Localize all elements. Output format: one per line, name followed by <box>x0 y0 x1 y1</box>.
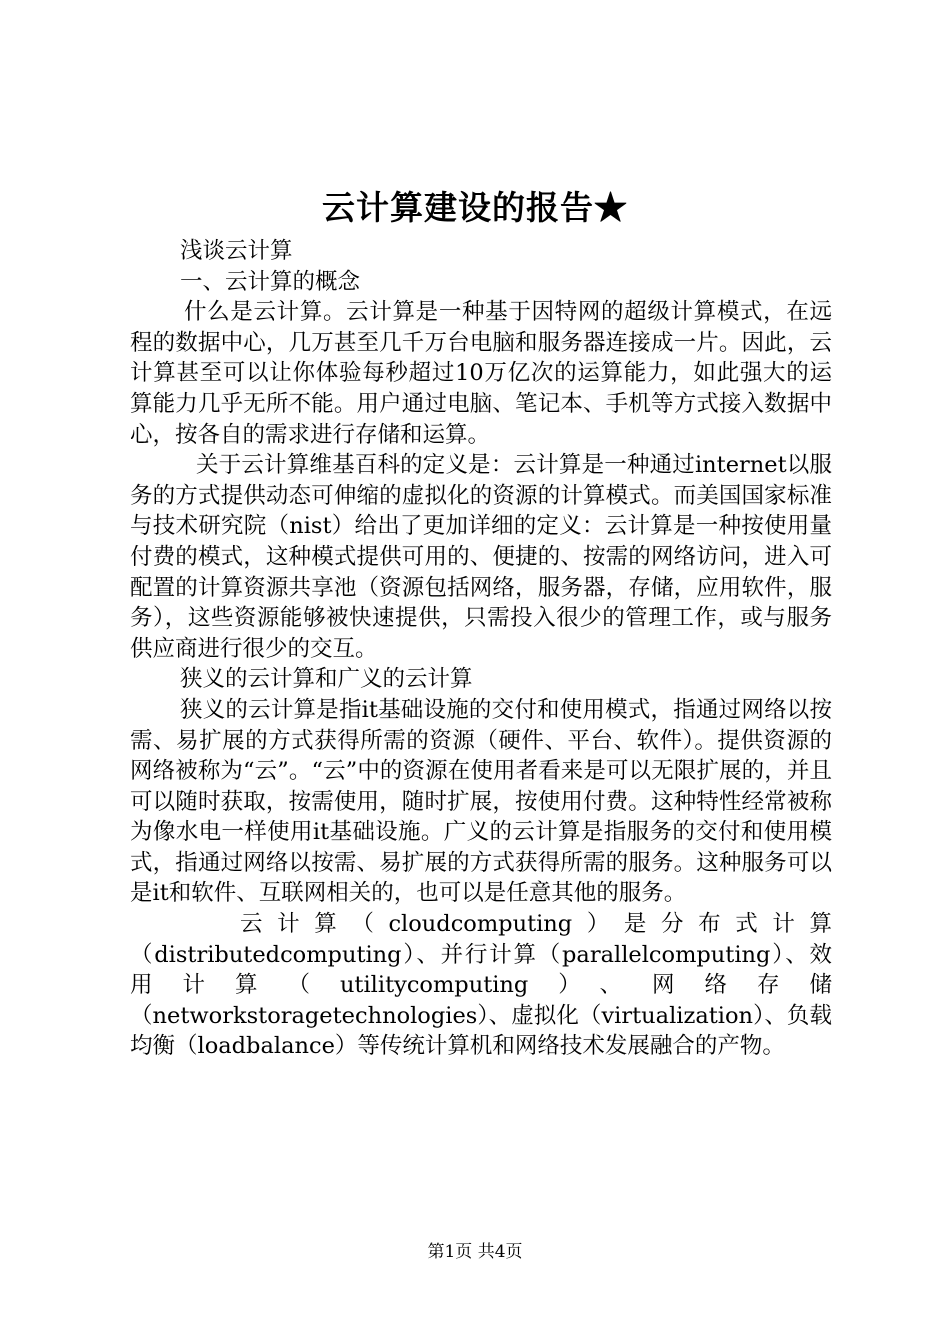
page-indicator: 第1页 共4页 <box>427 1242 523 1262</box>
section-heading: 一、云计算的概念 <box>180 268 361 295</box>
paragraph: 云计算（cloudcomputing）是分布式计算（distributedcomputing）、并行计算（parallelcomputing）、效用计算（utilitycomputing）、网络存储（networkstoragetechnologies）、虚拟化（virtualization）、负载均衡（loadbalance）等传统计算机和网络技术发展融合的产物。 <box>130 911 832 1060</box>
section-heading: 狭义的云计算和广义的云计算 <box>180 666 473 693</box>
paragraph: 关于云计算维基百科的定义是：云计算是一种通过internet以服务的方式提供动态可伸缩的虚拟化的资源的计算模式。而美国国家标准与技术研究院（nist）给出了更加详细的定义：云计算是一种按使用量付费的模式，这种模式提供可用的、便捷的、按需的网络访问，进入可配置的计算资源共享池（资源包括网络，服务器，存储，应用软件，服务），这些资源能够被快速提供，只需投入很少的管理工作，或与服务供应商进行很少的交互。 <box>130 452 832 662</box>
paragraph: 狭义的云计算是指it基础设施的交付和使用模式，指通过网络以按需、易扩展的方式获得所需的资源（硬件、平台、软件）。提供资源的网络被称为“云”。“云”中的资源在使用者看来是可以无限扩展的，并且可以随时获取，按需使用，随时扩展，按使用付费。这种特性经常被称为像水电一样使用it基础设施。广义的云计算是指服务的交付和使用模式，指通过网络以按需、易扩展的方式获得所需的服务。这种服务可以是it和软件、互联网相关的，也可以是任意其他的服务。 <box>130 696 832 907</box>
document-title: 云计算建设的报告★ <box>322 188 628 227</box>
document-body <box>130 236 832 1062</box>
section-heading: 浅谈云计算 <box>180 238 293 264</box>
paragraph: 什么是云计算。云计算是一种基于因特网的超级计算模式，在远程的数据中心，几万甚至几千万台电脑和服务器连接成一片。因此，云计算甚至可以让你体验每秒超过10万亿次的运算能力，如此强大的运算能力几乎无所不能。用户通过电脑、笔记本、手机等方式接入数据中心，按各自的需求进行存储和运算。 <box>130 299 832 448</box>
